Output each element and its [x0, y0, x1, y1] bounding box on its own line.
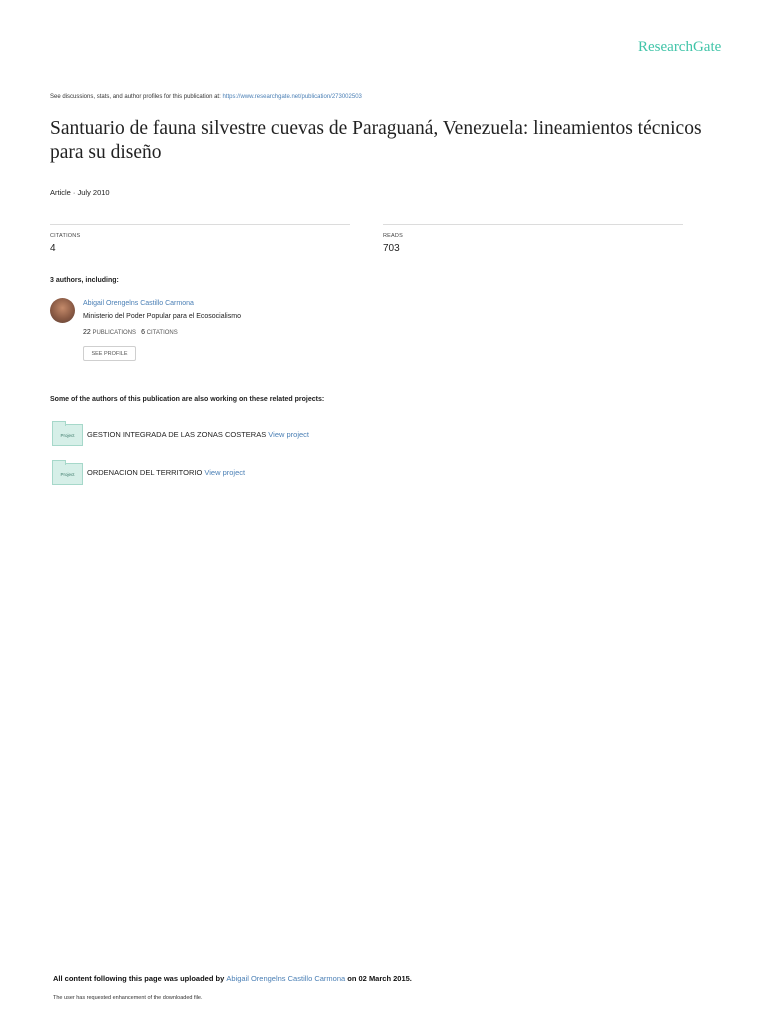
author-avatar[interactable] — [50, 298, 75, 323]
see-profile-button[interactable]: SEE PROFILE — [83, 346, 136, 361]
author-institution: Ministerio del Poder Popular para el Ecosocialismo — [83, 313, 241, 320]
upload-prefix: All content following this page was uploaded by — [53, 974, 225, 983]
reads-value: 703 — [383, 243, 400, 254]
project-icon-label: Project — [60, 472, 75, 477]
author-stats — [83, 329, 178, 336]
related-project-item — [87, 430, 309, 439]
publication-url-link[interactable]: https://www.researchgate.net/publication/273002503 — [222, 94, 362, 100]
upload-info — [53, 974, 412, 983]
project-title: ORDENACION DEL TERRITORIO — [87, 468, 203, 477]
related-projects-heading: Some of the authors of this publication are also working on these related projects: — [50, 396, 325, 403]
publication-title: Santuario de fauna silvestre cuevas de Paraguaná, Venezuela: lineamientos técnicos para su diseño — [50, 118, 702, 163]
discussion-text: See discussions, stats, and author profiles for this publication at: — [50, 94, 221, 100]
author-citations-count: 6 — [141, 329, 145, 336]
researchgate-logo[interactable]: ResearchGate — [638, 39, 722, 55]
reads-divider — [383, 224, 683, 225]
project-title: GESTION INTEGRADA DE LAS ZONAS COSTERAS — [87, 430, 267, 439]
author-name-link[interactable]: Abigail Orengelns Castillo Carmona — [83, 300, 194, 307]
publication-meta: Article · July 2010 — [50, 188, 110, 197]
uploader-link[interactable]: Abigail Orengelns Castillo Carmona — [226, 974, 346, 983]
related-project-item — [87, 468, 245, 477]
reads-label: READS — [383, 233, 403, 239]
project-folder-icon — [52, 424, 83, 446]
view-project-link[interactable]: View project — [204, 468, 246, 477]
authors-heading: 3 authors, including: — [50, 277, 119, 284]
project-icon-label: Project — [60, 433, 75, 438]
author-publications-count: 22 — [83, 329, 91, 336]
discussion-line — [50, 94, 362, 100]
enhancement-note: The user has requested enhancement of the downloaded file. — [53, 995, 203, 1001]
citations-value: 4 — [50, 243, 56, 254]
author-publications-label: PUBLICATIONS — [92, 330, 137, 336]
view-project-link[interactable]: View project — [268, 430, 310, 439]
citations-label: CITATIONS — [50, 233, 81, 239]
author-citations-label: CITATIONS — [146, 330, 178, 336]
upload-suffix: on 02 March 2015. — [347, 974, 412, 983]
citations-divider — [50, 224, 350, 225]
project-folder-icon — [52, 463, 83, 485]
